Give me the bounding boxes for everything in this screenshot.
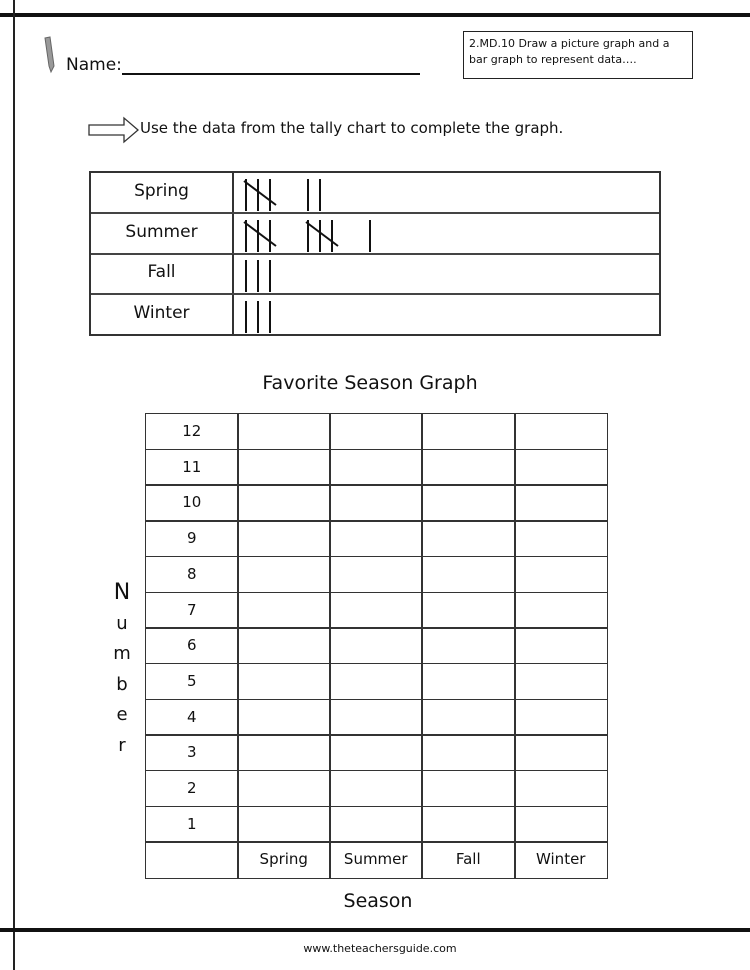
graph-cell[interactable] [237, 627, 331, 664]
graph-cell[interactable] [329, 449, 423, 486]
graph-cell[interactable] [514, 806, 608, 843]
tally-marks [232, 254, 661, 293]
tally-marks [232, 295, 661, 336]
y-tick-label: 1 [145, 806, 239, 843]
tally-marks [232, 214, 661, 253]
tally-mark [244, 181, 276, 205]
x-axis-label: Season [343, 890, 413, 912]
graph-cell[interactable] [329, 806, 423, 843]
graph-cell[interactable] [237, 592, 331, 629]
margin-rule [13, 0, 15, 970]
graph-cell[interactable] [237, 806, 331, 843]
y-tick-label: 11 [145, 449, 239, 486]
instruction-text: Use the data from the tally chart to complete the graph. [140, 119, 564, 137]
graph-cell[interactable] [514, 699, 608, 736]
tally-mark [306, 222, 338, 246]
y-tick-label: 12 [145, 413, 239, 450]
graph-cell[interactable] [421, 556, 516, 593]
tally-row [91, 295, 659, 336]
graph-cell[interactable] [514, 592, 608, 629]
graph-cell[interactable] [514, 770, 608, 807]
y-tick-label: 3 [145, 734, 239, 771]
pencil-icon [42, 36, 58, 76]
tally-label: Fall [147, 262, 176, 282]
y-tick-label: 4 [145, 699, 239, 736]
tally-label: Summer [125, 221, 198, 242]
graph-cell[interactable] [237, 663, 331, 700]
graph-cell[interactable] [514, 449, 608, 486]
footer-url: www.theteachersguide.com [303, 942, 457, 955]
tally-chart [89, 171, 661, 336]
tally-row [91, 214, 659, 255]
graph-cell[interactable] [514, 556, 608, 593]
y-tick-label: 10 [145, 484, 239, 521]
graph-cell[interactable] [514, 663, 608, 700]
tally-row [91, 173, 659, 214]
y-axis-letter: m [113, 643, 131, 664]
graph-cell[interactable] [329, 556, 423, 593]
graph-cell[interactable] [514, 413, 608, 450]
y-tick-label: 7 [145, 592, 239, 629]
y-tick-label: 6 [145, 627, 239, 664]
tally-mark [244, 222, 276, 246]
graph-title: Favorite Season Graph [262, 372, 478, 394]
graph-cell[interactable] [421, 592, 516, 629]
tally-marks [232, 173, 661, 212]
graph-cell[interactable] [514, 484, 608, 521]
graph-cell[interactable] [329, 520, 423, 557]
graph-cell[interactable] [329, 699, 423, 736]
graph-cell[interactable] [421, 520, 516, 557]
top-rule [0, 13, 750, 17]
name-label: Name: [66, 55, 122, 75]
y-axis-letter: b [116, 673, 128, 695]
graph-cell[interactable] [237, 770, 331, 807]
corner-cell[interactable] [145, 841, 239, 878]
graph-cell[interactable] [421, 484, 516, 521]
x-tick-label: Winter [514, 841, 608, 878]
graph-cell[interactable] [329, 663, 423, 700]
tally-label: Spring [134, 181, 189, 201]
graph-cell[interactable] [237, 413, 331, 450]
graph-cell[interactable] [237, 484, 331, 521]
graph-cell[interactable] [329, 413, 423, 450]
graph-cell[interactable] [329, 484, 423, 521]
graph-cell[interactable] [421, 663, 516, 700]
tally-label: Winter [133, 302, 190, 323]
graph-cell[interactable] [329, 627, 423, 664]
y-axis-letter: u [116, 612, 128, 634]
graph-cell[interactable] [237, 556, 331, 593]
y-tick-label: 8 [145, 556, 239, 593]
x-tick-label: Summer [329, 841, 423, 878]
graph-cell[interactable] [421, 806, 516, 843]
graph-cell[interactable] [237, 449, 331, 486]
y-axis-letter: N [113, 580, 131, 605]
graph-cell[interactable] [421, 734, 516, 771]
graph-cell[interactable] [421, 770, 516, 807]
y-tick-label: 5 [145, 663, 239, 700]
graph-cell[interactable] [514, 734, 608, 771]
standard-box: 2.MD.10 Draw a picture graph and a bar graph to represent data…. [463, 31, 693, 79]
x-tick-label: Fall [421, 841, 516, 878]
graph-cell[interactable] [514, 627, 608, 664]
graph-cell[interactable] [237, 734, 331, 771]
y-axis-letter: r [118, 734, 126, 756]
graph-cell[interactable] [329, 770, 423, 807]
graph-cell[interactable] [237, 699, 331, 736]
tally-row [91, 254, 659, 295]
graph-cell[interactable] [421, 413, 516, 450]
graph-cell[interactable] [329, 734, 423, 771]
y-tick-label: 2 [145, 770, 239, 807]
y-tick-label: 9 [145, 520, 239, 557]
graph-cell[interactable] [329, 592, 423, 629]
y-axis-letter: e [116, 704, 128, 725]
x-tick-label: Spring [237, 841, 331, 878]
y-axis-label [112, 578, 132, 761]
bottom-rule [0, 928, 750, 932]
graph-cell[interactable] [421, 699, 516, 736]
graph-cell[interactable] [421, 627, 516, 664]
name-input-line[interactable] [122, 73, 420, 75]
graph-cell[interactable] [421, 449, 516, 486]
graph-cell[interactable] [514, 520, 608, 557]
graph-cell[interactable] [237, 520, 331, 557]
arrow-right-icon [88, 116, 140, 144]
